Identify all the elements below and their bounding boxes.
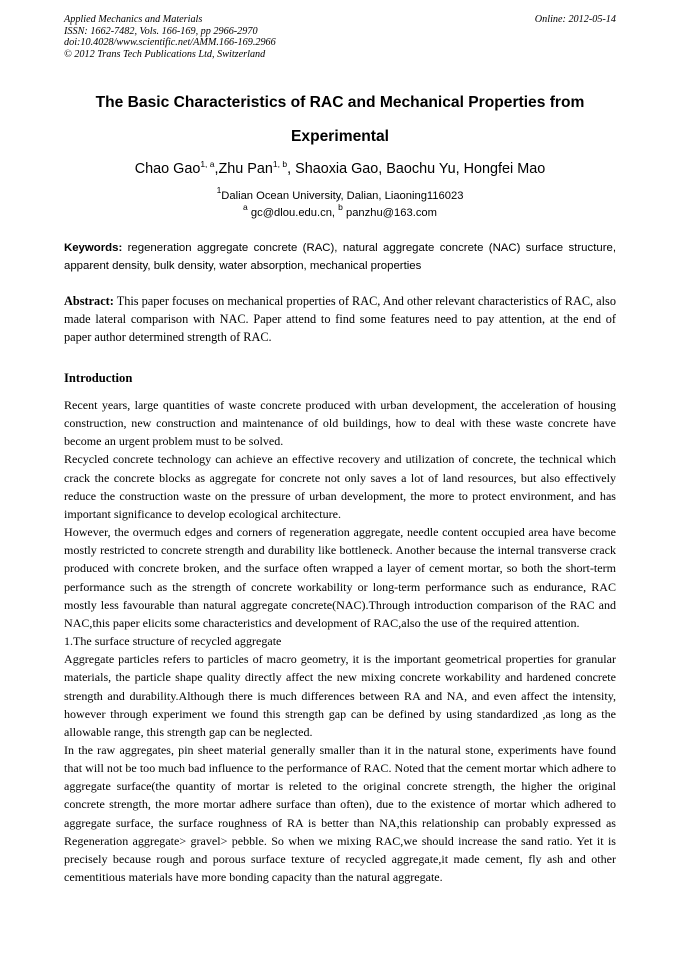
- affiliation-block: [64, 185, 616, 222]
- journal-name: Applied Mechanics and Materials: [64, 14, 203, 25]
- affiliation-superscript: 1: [216, 185, 222, 195]
- email-superscript-a: a: [243, 202, 248, 212]
- author-superscript: 1, a: [200, 159, 215, 169]
- paragraph: However, the overmuch edges and corners of regeneration aggregate, needle content occupied area have become mostly restricted to concrete strength and durability like bottleneck. Another because the internal transverse crack produced with concrete broken, and the surface often wrapped a layer of cement mortar, so both the short-term performance such as the strength of concrete workability or long-term performance such as endurance, RAC mostly less favourable than natural aggregate concrete(NAC).Through introduction comparison of the RAC and NAC,this paper elicits some characteristics and development of RAC,also the use of the required attention.: [64, 525, 616, 630]
- subsection-heading: 1.The surface structure of recycled aggregate: [64, 634, 282, 649]
- email-line: [64, 202, 616, 222]
- author-name: Chao Gao: [134, 161, 201, 177]
- online-date: Online: 2012-05-14: [534, 14, 616, 25]
- author-separator: ,: [214, 161, 219, 177]
- body-text: [64, 396, 616, 886]
- email-a: gc@dlou.edu.cn,: [247, 207, 339, 219]
- section-heading-introduction: Introduction: [64, 371, 133, 385]
- journal-header: [64, 14, 616, 60]
- affiliation-text: Dalian Ocean University, Dalian, Liaoning116023: [221, 190, 464, 202]
- author-name: Shaoxia Gao, Baochu Yu, Hongfei Mao: [295, 161, 546, 177]
- paragraph: In the raw aggregates, pin sheet material generally smaller than it in the natural stone, experiments have found that will not be too much bad influence to the performance of RAC. Noted that the cement mortar which adhere to aggregate surface(the quantity of mortar is releted to the original concrete strength, the higher the original concrete strength, the more mortar adhere surface than often), due to the existence of mortar which adhered to aggregate surface, the surface roughness of RA is better than NA,this relationship can probably expressed as Regeneration aggregate> gravel> pebble. So when we mixing RAC,we should increase the sand ratio. Yet it is precisely because rough and porous surface texture of recycled aggregate,it made cement, fly ash and other cementitious materials have more bonding capacity than the natural aggregate.: [64, 742, 616, 885]
- keywords-text: regeneration aggregate concrete (RAC), natural aggregate concrete (NAC) surface structure, apparent density, bulk density, water absorption, mechanical properties: [64, 242, 616, 272]
- author-separator: ,: [287, 161, 296, 177]
- author-superscript: 1, b: [272, 159, 288, 169]
- paper-title: The Basic Characteristics of RAC and Mechanical Properties from Experimental: [95, 94, 585, 145]
- paragraph: Recent years, large quantities of waste concrete produced with urban development, the acceleration of housing construction, new construction and maintenance of old buildings, how to deal with these waste concrete have become an urgent problem must to be solved.: [64, 398, 616, 449]
- keywords-block: [64, 240, 616, 275]
- abstract-label: Abstract:: [64, 294, 114, 308]
- keywords-label: Keywords:: [64, 242, 123, 254]
- issn-line: ISSN: 1662-7482, Vols. 166-169, pp 2966-2970: [64, 25, 258, 37]
- author-name: Zhu Pan: [218, 161, 273, 177]
- abstract-block: [64, 292, 616, 347]
- copyright-line: © 2012 Trans Tech Publications Ltd, Switzerland: [64, 48, 266, 60]
- email-superscript-b: b: [338, 202, 343, 212]
- paragraph: Aggregate particles refers to particles of macro geometry, it is the important geometrical properties for granular materials, the particle shape quality directly affect the new mixing concrete workability and hardened concrete strength and durability.Although there is much differences between RA and NA, and even affect the intensity, however through experiment we found this strength gap can be defined by using standardized ,as long as the allowable range, this strength gap can be neglected.: [64, 652, 616, 739]
- paragraph: Recycled concrete technology can achieve an effective recovery and utilization of concrete, the technical which crack the concrete blocks as aggregate for concrete not only saves a lot of land resources, but also effectively reduce the construction waste on the pressure of urban development, the more to protect environment, and has important significance to develop ecological architecture.: [64, 452, 616, 521]
- doi-line: doi:10.4028/www.scientific.net/AMM.166-169.2966: [64, 37, 276, 49]
- author-list: [64, 160, 616, 178]
- abstract-text: This paper focuses on mechanical properties of RAC, And other relevant characteristics of RAC, also made lateral comparison with NAC. Paper attend to find some features need to pay attention, at the end of paper author determined strength of RAC.: [64, 294, 616, 345]
- email-b: panzhu@163.com: [342, 207, 437, 219]
